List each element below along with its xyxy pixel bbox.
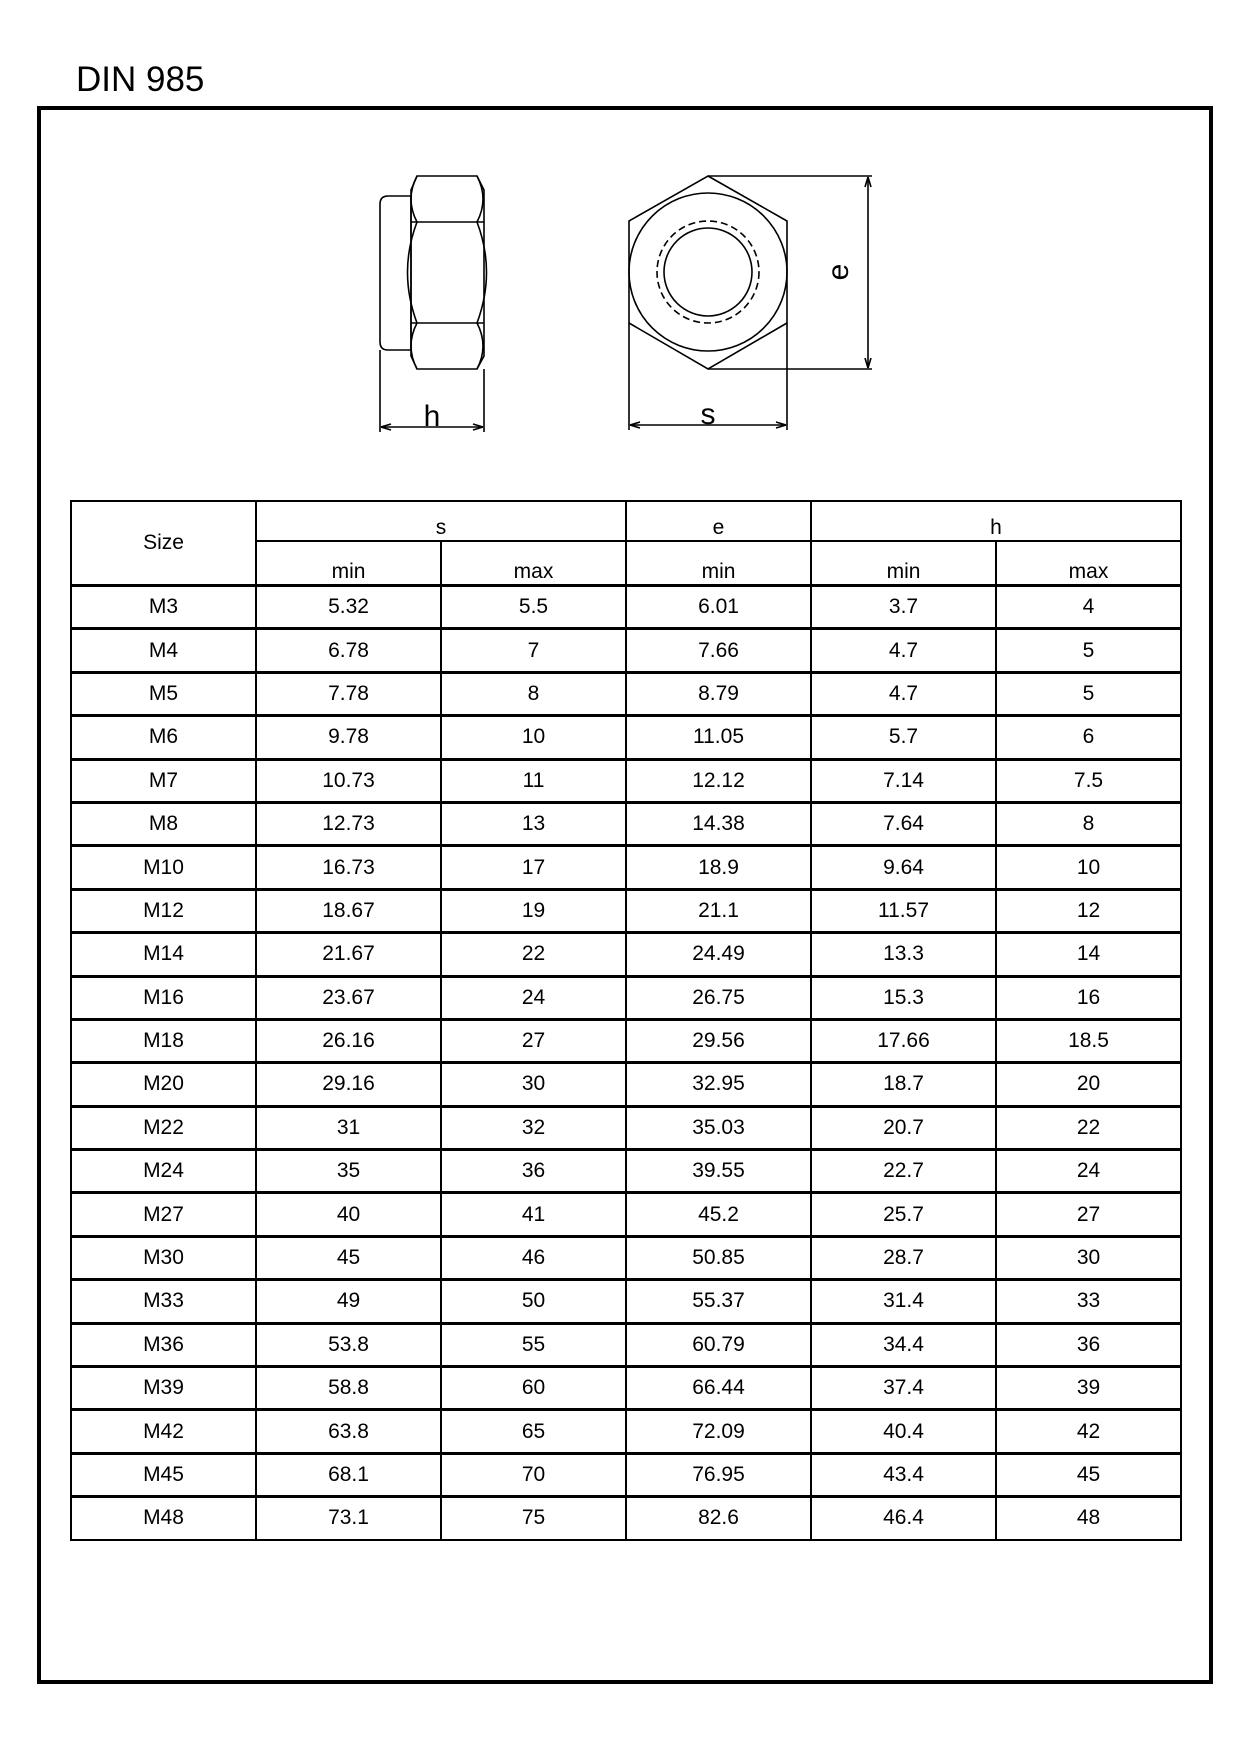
cell-s-min: 45 xyxy=(256,1236,441,1279)
cell-h-min: 11.57 xyxy=(811,889,996,932)
header-s-max: max xyxy=(441,541,626,586)
header-h-min: min xyxy=(811,541,996,586)
table-row xyxy=(71,933,1181,976)
cell-e-min: 66.44 xyxy=(626,1367,811,1410)
cell-e-min: 76.95 xyxy=(626,1453,811,1496)
nut-drawing xyxy=(0,0,1241,480)
table-row xyxy=(71,1236,1181,1279)
cell-s-max: 10 xyxy=(441,716,626,759)
header-h-max: max xyxy=(996,541,1181,586)
cell-s-max: 70 xyxy=(441,1453,626,1496)
cell-e-min: 45.2 xyxy=(626,1193,811,1236)
table-row xyxy=(71,1193,1181,1236)
cell-h-min: 4.7 xyxy=(811,672,996,715)
cell-e-min: 7.66 xyxy=(626,629,811,672)
cell-e-min: 39.55 xyxy=(626,1150,811,1193)
table-row xyxy=(71,1497,1181,1540)
cell-s-max: 19 xyxy=(441,889,626,932)
cell-size: M3 xyxy=(71,586,256,629)
table-row xyxy=(71,586,1181,629)
cell-e-min: 14.38 xyxy=(626,802,811,845)
cell-s-max: 22 xyxy=(441,933,626,976)
cell-s-min: 16.73 xyxy=(256,846,441,889)
cell-s-min: 31 xyxy=(256,1106,441,1149)
nylon-collar-outline xyxy=(380,196,411,350)
cell-s-min: 23.67 xyxy=(256,976,441,1019)
cell-size: M33 xyxy=(71,1280,256,1323)
cell-s-max: 46 xyxy=(441,1236,626,1279)
cell-s-min: 5.32 xyxy=(256,586,441,629)
cell-s-max: 30 xyxy=(441,1063,626,1106)
cell-s-min: 6.78 xyxy=(256,629,441,672)
cell-h-max: 7.5 xyxy=(996,759,1181,802)
cell-s-max: 36 xyxy=(441,1150,626,1193)
cell-size: M22 xyxy=(71,1106,256,1149)
cell-e-min: 8.79 xyxy=(626,672,811,715)
cell-s-max: 5.5 xyxy=(441,586,626,629)
cell-size: M45 xyxy=(71,1453,256,1496)
table-row xyxy=(71,1410,1181,1453)
header-group-e: e xyxy=(626,501,811,541)
cell-h-max: 27 xyxy=(996,1193,1181,1236)
cell-h-max: 48 xyxy=(996,1497,1181,1540)
table-row xyxy=(71,976,1181,1019)
cell-e-min: 18.9 xyxy=(626,846,811,889)
cell-h-min: 13.3 xyxy=(811,933,996,976)
hex-side-outline xyxy=(411,176,484,369)
cell-s-min: 10.73 xyxy=(256,759,441,802)
cell-h-max: 18.5 xyxy=(996,1019,1181,1062)
table-row xyxy=(71,672,1181,715)
cell-s-max: 17 xyxy=(441,846,626,889)
cell-h-min: 28.7 xyxy=(811,1236,996,1279)
cell-size: M27 xyxy=(71,1193,256,1236)
cell-size: M39 xyxy=(71,1367,256,1410)
cell-h-max: 22 xyxy=(996,1106,1181,1149)
cell-size: M16 xyxy=(71,976,256,1019)
cell-e-min: 35.03 xyxy=(626,1106,811,1149)
cell-h-min: 7.14 xyxy=(811,759,996,802)
cell-s-max: 65 xyxy=(441,1410,626,1453)
cell-size: M36 xyxy=(71,1323,256,1366)
cell-s-min: 26.16 xyxy=(256,1019,441,1062)
cell-s-max: 27 xyxy=(441,1019,626,1062)
header-e-min: min xyxy=(626,541,811,586)
cell-s-min: 40 xyxy=(256,1193,441,1236)
table-row xyxy=(71,1453,1181,1496)
cell-h-max: 6 xyxy=(996,716,1181,759)
cell-h-min: 37.4 xyxy=(811,1367,996,1410)
table-row xyxy=(71,1106,1181,1149)
cell-h-max: 4 xyxy=(996,586,1181,629)
cell-h-min: 20.7 xyxy=(811,1106,996,1149)
cell-s-max: 8 xyxy=(441,672,626,715)
cell-h-max: 16 xyxy=(996,976,1181,1019)
cell-s-max: 7 xyxy=(441,629,626,672)
cell-h-min: 31.4 xyxy=(811,1280,996,1323)
cell-h-min: 15.3 xyxy=(811,976,996,1019)
cell-h-max: 14 xyxy=(996,933,1181,976)
cell-e-min: 60.79 xyxy=(626,1323,811,1366)
cell-e-min: 82.6 xyxy=(626,1497,811,1540)
cell-e-min: 6.01 xyxy=(626,586,811,629)
cell-size: M30 xyxy=(71,1236,256,1279)
cell-h-min: 7.64 xyxy=(811,802,996,845)
header-group-s: s xyxy=(256,501,626,541)
cell-s-min: 21.67 xyxy=(256,933,441,976)
cell-s-min: 73.1 xyxy=(256,1497,441,1540)
cell-h-min: 18.7 xyxy=(811,1063,996,1106)
cell-size: M14 xyxy=(71,933,256,976)
cell-s-min: 53.8 xyxy=(256,1323,441,1366)
cell-h-max: 8 xyxy=(996,802,1181,845)
cell-h-min: 46.4 xyxy=(811,1497,996,1540)
cell-e-min: 72.09 xyxy=(626,1410,811,1453)
dimension-label-e: e xyxy=(822,263,855,281)
cell-s-min: 9.78 xyxy=(256,716,441,759)
page-title: DIN 985 xyxy=(76,60,205,99)
cell-s-max: 55 xyxy=(441,1323,626,1366)
table-row xyxy=(71,1323,1181,1366)
cell-s-max: 50 xyxy=(441,1280,626,1323)
hex-top-outline xyxy=(629,176,787,369)
cell-e-min: 12.12 xyxy=(626,759,811,802)
cell-size: M20 xyxy=(71,1063,256,1106)
cell-h-min: 5.7 xyxy=(811,716,996,759)
cell-h-min: 40.4 xyxy=(811,1410,996,1453)
cell-size: M12 xyxy=(71,889,256,932)
table-row xyxy=(71,759,1181,802)
cell-e-min: 26.75 xyxy=(626,976,811,1019)
cell-h-max: 10 xyxy=(996,846,1181,889)
cell-size: M8 xyxy=(71,802,256,845)
cell-s-min: 35 xyxy=(256,1150,441,1193)
cell-h-min: 3.7 xyxy=(811,586,996,629)
table-row xyxy=(71,716,1181,759)
cell-s-min: 12.73 xyxy=(256,802,441,845)
cell-h-min: 17.66 xyxy=(811,1019,996,1062)
cell-s-max: 32 xyxy=(441,1106,626,1149)
cell-h-max: 12 xyxy=(996,889,1181,932)
cell-size: M18 xyxy=(71,1019,256,1062)
header-group-h: h xyxy=(811,501,1181,541)
cell-s-max: 11 xyxy=(441,759,626,802)
cell-e-min: 29.56 xyxy=(626,1019,811,1062)
cell-size: M4 xyxy=(71,629,256,672)
cell-h-min: 4.7 xyxy=(811,629,996,672)
cell-s-min: 58.8 xyxy=(256,1367,441,1410)
cell-s-max: 41 xyxy=(441,1193,626,1236)
cell-s-min: 49 xyxy=(256,1280,441,1323)
table-row xyxy=(71,629,1181,672)
table-row xyxy=(71,1019,1181,1062)
cell-h-max: 20 xyxy=(996,1063,1181,1106)
cell-h-min: 34.4 xyxy=(811,1323,996,1366)
cell-e-min: 24.49 xyxy=(626,933,811,976)
cell-h-max: 30 xyxy=(996,1236,1181,1279)
dimension-label-h: h xyxy=(423,400,441,433)
cell-size: M6 xyxy=(71,716,256,759)
table-row xyxy=(71,1280,1181,1323)
cell-e-min: 11.05 xyxy=(626,716,811,759)
cell-s-max: 60 xyxy=(441,1367,626,1410)
cell-size: M7 xyxy=(71,759,256,802)
cell-s-max: 75 xyxy=(441,1497,626,1540)
cell-h-min: 43.4 xyxy=(811,1453,996,1496)
cell-s-min: 63.8 xyxy=(256,1410,441,1453)
table-row xyxy=(71,889,1181,932)
cell-e-min: 55.37 xyxy=(626,1280,811,1323)
cell-s-min: 18.67 xyxy=(256,889,441,932)
cell-size: M48 xyxy=(71,1497,256,1540)
cell-s-max: 24 xyxy=(441,976,626,1019)
cell-size: M5 xyxy=(71,672,256,715)
cell-h-max: 5 xyxy=(996,629,1181,672)
cell-s-min: 68.1 xyxy=(256,1453,441,1496)
cell-s-min: 29.16 xyxy=(256,1063,441,1106)
cell-s-min: 7.78 xyxy=(256,672,441,715)
cell-h-max: 5 xyxy=(996,672,1181,715)
dimension-table xyxy=(70,500,1182,1541)
cell-e-min: 32.95 xyxy=(626,1063,811,1106)
cell-h-max: 45 xyxy=(996,1453,1181,1496)
header-s-min: min xyxy=(256,541,441,586)
cell-size: M10 xyxy=(71,846,256,889)
dimension-label-s: s xyxy=(700,398,716,431)
table-row xyxy=(71,1150,1181,1193)
cell-e-min: 50.85 xyxy=(626,1236,811,1279)
cell-h-max: 33 xyxy=(996,1280,1181,1323)
cell-h-min: 22.7 xyxy=(811,1150,996,1193)
table-row xyxy=(71,1063,1181,1106)
table-row xyxy=(71,1367,1181,1410)
cell-h-max: 24 xyxy=(996,1150,1181,1193)
cell-e-min: 21.1 xyxy=(626,889,811,932)
cell-size: M42 xyxy=(71,1410,256,1453)
cell-size: M24 xyxy=(71,1150,256,1193)
cell-h-min: 9.64 xyxy=(811,846,996,889)
table-row xyxy=(71,846,1181,889)
table-row xyxy=(71,802,1181,845)
cell-h-max: 36 xyxy=(996,1323,1181,1366)
header-size: Size xyxy=(71,501,256,586)
cell-s-max: 13 xyxy=(441,802,626,845)
cell-h-min: 25.7 xyxy=(811,1193,996,1236)
cell-h-max: 42 xyxy=(996,1410,1181,1453)
cell-h-max: 39 xyxy=(996,1367,1181,1410)
